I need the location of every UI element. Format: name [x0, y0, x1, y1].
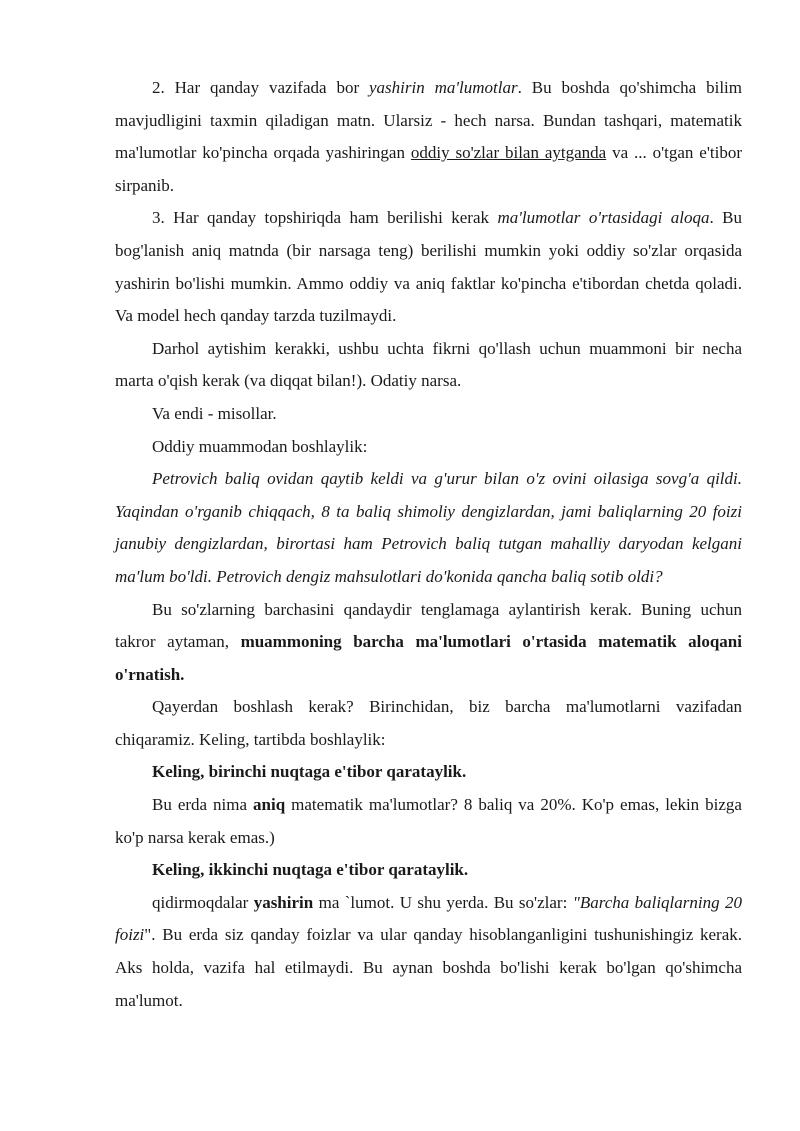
bold-phrase: muammoning barcha ma'lumotlari o'rtasida matematik aloqani o'rnatish.	[115, 632, 742, 684]
paragraph-examples-intro	[115, 398, 742, 431]
italic-problem-text: Petrovich baliq ovidan qaytib keldi va g'urur bilan o'z ovini oilasiga sovg'a qildi. Yaqindan o'rganib chiqqach, 8 ta baliq shimoliy dengizlardan, jami baliqlarning 20 foizi janubiy dengizlardan, birortasi ham Petrovich baliq tutgan mahalliy daryodan kelgani ma'lum bo'ldi. Petrovich dengiz mahsulotlari do'konida qancha baliq sotib oldi?	[115, 469, 742, 586]
text-run: ma `lumot. U shu yerda. Bu so'zlar:	[313, 892, 573, 912]
text-run: va ... o'tgan e'tibor sirpanib.	[115, 143, 743, 195]
bold-heading-second-point: Keling, ikkinchi nuqtaga e'tibor qarataylik.	[152, 860, 469, 880]
paragraph-second-point	[115, 854, 742, 887]
bold-heading-first-point: Keling, birinchi nuqtaga e'tibor qarataylik.	[152, 762, 467, 782]
text-run: . Bu bog'lanish aniq matnda (bir narsaga teng) berilishi mumkin yoki oddiy so'zlar orqasida yashirin bo'lishi mumkin. Ammo oddiy va aniq faktlar ko'pincha e'tibordan chetda qoladi. Va model hech qanday tarzda tuzilmaydi.	[115, 208, 742, 326]
text-run: qidirmoqdalar	[152, 892, 254, 912]
italic-quote: "Barcha baliqlarning 20 foizi	[115, 892, 742, 945]
italic-term-data-relation: ma'lumotlar o'rtasidagi aloqa	[497, 208, 710, 228]
paragraph-hidden-data	[115, 72, 742, 202]
paragraph-simple-problem	[115, 431, 742, 464]
paragraph-where-to-start	[115, 691, 742, 756]
italic-term-hidden-data: yashirin ma'lumotlar	[369, 78, 518, 97]
paragraph-read-carefully	[115, 333, 742, 398]
text-run: . Bu boshda qo'shimcha bilim mavjudligini taxmin qiladigan matn. Ularsiz - hech narsa. Bundan tashqari, matematik ma'lumotlar ko'pincha orqada yashiringan	[115, 78, 743, 163]
paragraph-problem-statement	[115, 463, 742, 593]
document-page	[115, 72, 742, 1017]
text-run: matematik ma'lumotlar? 8 baliq va 20%. Ko'p emas, lekin bizga ko'p narsa kerak emas.)	[115, 795, 742, 847]
text-run: ". Bu erda siz qanday foizlar va ular qanday hisoblanganligini tushunishingiz kerak. Aks holda, vazifa hal etilmaydi. Bu aynan boshda bo'lishi kerak bo'lgan qo'shimcha ma'lumot.	[115, 925, 742, 1010]
text-run: 2. Har qanday vazifada bor	[152, 78, 369, 97]
paragraph-first-point	[115, 756, 742, 789]
text-run: Bu erda nima	[152, 795, 254, 815]
paragraph-equation	[115, 594, 742, 692]
paragraph-data-relation	[115, 202, 742, 332]
bold-word-explicit: aniq	[253, 795, 286, 815]
text-run: Va endi - misollar.	[152, 403, 277, 423]
paragraph-explicit-data	[115, 789, 742, 854]
bold-word-hidden: yashirin	[253, 892, 314, 912]
text-run: Qayerdan boshlash kerak? Birinchidan, biz barcha ma'lumotlarni vazifadan chiqaramiz. Keling, tartibda boshlaylik:	[115, 697, 742, 749]
underlined-phrase: oddiy so'zlar bilan aytganda	[410, 143, 607, 163]
text-run: Oddiy muammodan boshlaylik:	[152, 436, 368, 456]
text-run: Bu so'zlarning barchasini qandaydir tenglamaga aylantirish kerak. Buning uchun takror aytaman,	[115, 599, 742, 652]
paragraph-hidden-info	[115, 887, 742, 1017]
text-run: Darhol aytishim kerakki, ushbu uchta fikrni qo'llash uchun muammoni bir necha marta o'qish kerak (va diqqat bilan!). Odatiy narsa.	[115, 338, 742, 391]
text-run: 3. Har qanday topshiriqda ham berilishi kerak	[152, 208, 498, 228]
